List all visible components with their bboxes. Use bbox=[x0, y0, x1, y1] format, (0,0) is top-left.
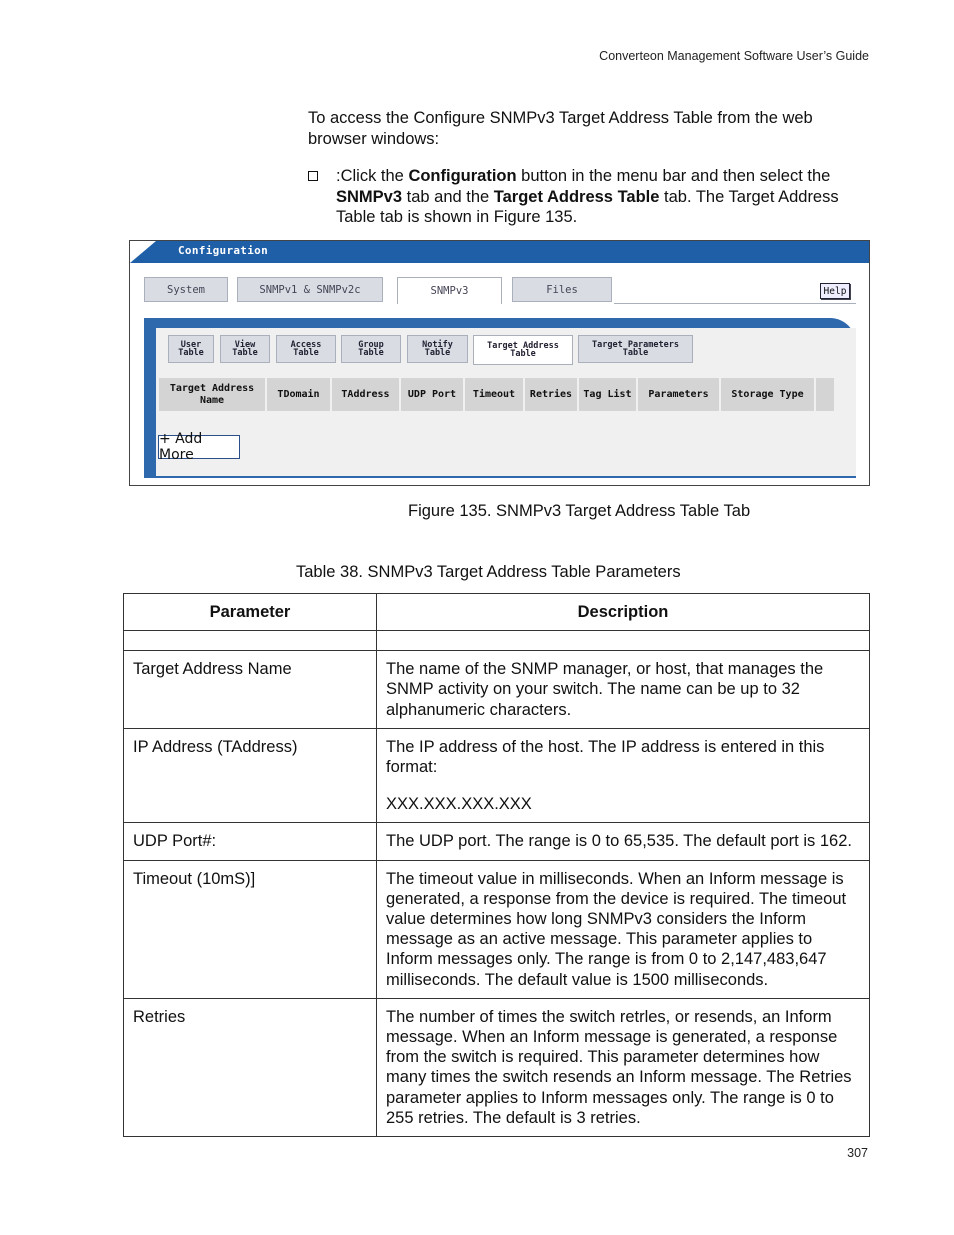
page-number: 307 bbox=[847, 1146, 868, 1160]
column-header: Tag List bbox=[579, 378, 636, 411]
table-row bbox=[124, 823, 870, 860]
column-header: UDP Port bbox=[401, 378, 463, 411]
table-header-row bbox=[124, 594, 870, 631]
tab-system[interactable]: System bbox=[144, 277, 228, 302]
column-header: Target Address Name bbox=[159, 378, 265, 411]
param-cell: IP Address (TAddress) bbox=[124, 728, 377, 823]
table-row bbox=[124, 998, 870, 1136]
instruction-bullet bbox=[308, 166, 868, 228]
table-caption: Table 38. SNMPv3 Target Address Table Parameters bbox=[296, 563, 681, 581]
screenshot-figure bbox=[129, 240, 870, 486]
figure-title: Configuration bbox=[178, 244, 268, 257]
param-cell: Target Address Name bbox=[124, 651, 377, 729]
tab-snmpv1-snmpv2c[interactable]: SNMPv1 & SNMPv2c bbox=[237, 277, 383, 302]
desc-cell: The IP address of the host. The IP address is entered in this format: XXX.XXX.XXX.XXX bbox=[377, 728, 870, 823]
column-header: TAddress bbox=[332, 378, 399, 411]
subtab-access-table[interactable]: Access Table bbox=[276, 335, 336, 363]
tab-files[interactable]: Files bbox=[512, 277, 612, 302]
desc-cell: The timeout value in milliseconds. When an Inform message is generated, a response from the device is required. The timeout value determines how long SNMPv3 considers the Inform message as an active message. This parameter applies to Inform messages only. The range is from 0 to 2,147,483,647 milliseconds. The default value is 1500 milliseconds. bbox=[377, 860, 870, 998]
column-header: Retries bbox=[525, 378, 577, 411]
add-more-button[interactable]: + Add More bbox=[158, 435, 240, 459]
subtab-group-table[interactable]: Group Table bbox=[341, 335, 401, 363]
param-cell: Retries bbox=[124, 998, 377, 1136]
column-header: TDomain bbox=[267, 378, 330, 411]
param-cell: Timeout (10mS)] bbox=[124, 860, 377, 998]
column-header-spacer bbox=[816, 378, 834, 411]
checkbox-bullet-icon bbox=[308, 171, 318, 181]
subtab-notify-table[interactable]: Notify Table bbox=[407, 335, 468, 363]
intro-paragraph: To access the Configure SNMPv3 Target Address Table from the web browser windows: bbox=[308, 109, 813, 148]
subtab-target-address-table[interactable]: Target Address Table bbox=[473, 335, 573, 365]
column-header-description: Description bbox=[377, 594, 870, 631]
figure-title-bar bbox=[130, 241, 869, 263]
bullet-text: :Click the Configuration button in the menu bar and then select the SNMPv3 tab and the Target Address Table tab. The Target Address Table tab is shown in Figure 135. bbox=[336, 167, 839, 226]
running-header: Converteon Management Software User’s Guide bbox=[599, 49, 869, 63]
table-row bbox=[124, 651, 870, 729]
param-cell: UDP Port#: bbox=[124, 823, 377, 860]
column-header-parameter: Parameter bbox=[124, 594, 377, 631]
tab-snmpv3[interactable]: SNMPv3 bbox=[397, 277, 502, 304]
help-button[interactable]: Help bbox=[820, 283, 850, 299]
column-header-row bbox=[159, 378, 834, 411]
subtab-view-table[interactable]: View Table bbox=[220, 335, 270, 363]
desc-cell: The UDP port. The range is 0 to 65,535. The default port is 162. bbox=[377, 823, 870, 860]
desc-cell: The name of the SNMP manager, or host, that manages the SNMP activity on your switch. The name can be up to 32 alphanumeric characters. bbox=[377, 651, 870, 729]
column-header: Storage Type bbox=[721, 378, 814, 411]
column-header: Timeout bbox=[465, 378, 523, 411]
subtab-user-table[interactable]: User Table bbox=[168, 335, 214, 363]
column-header: Parameters bbox=[638, 378, 719, 411]
figure-caption: Figure 135. SNMPv3 Target Address Table Tab bbox=[408, 502, 751, 520]
table-row bbox=[124, 728, 870, 823]
desc-cell: The number of times the switch retrles, or resends, an Inform message. When an Inform message is generated, a response from the switch is required. This parameter determines how many times the switch resends an Inform message. The Retries parameter applies to Inform messages only. The range is 0 to 255 retries. The default is 3 retries. bbox=[377, 998, 870, 1136]
ip-format: XXX.XXX.XXX.XXX bbox=[386, 795, 532, 814]
parameters-table bbox=[123, 593, 870, 1137]
subtab-target-parameters-table[interactable]: Target Parameters Table bbox=[578, 335, 693, 363]
table-row bbox=[124, 860, 870, 998]
